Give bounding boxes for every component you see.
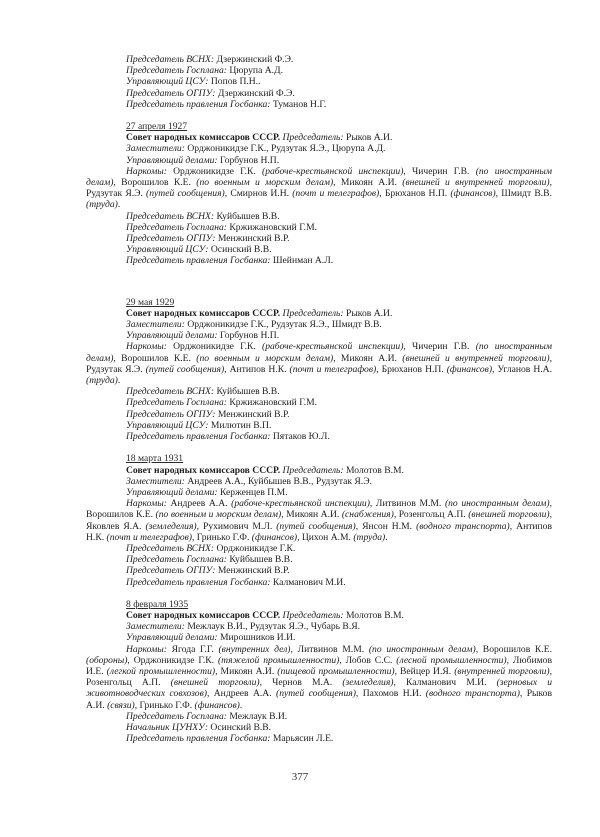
commissariat-text: (рабоче-крестьянской инспекции) <box>262 165 404 177</box>
text-span: Горбунов Н.П. <box>217 154 280 166</box>
person-name: Цюрупа А.Д. <box>226 65 283 77</box>
commissariat-text: (земледелия) <box>342 677 394 689</box>
section-1935 <box>86 599 552 745</box>
council-line <box>86 465 552 476</box>
person-name: , Антипов Н.К. <box>86 520 552 543</box>
person-name: Кржижановский Г.М. <box>226 397 317 409</box>
person-name: Андреев А.А. <box>166 498 232 510</box>
person-name: Куйбышев В.В. <box>214 210 280 222</box>
commissariat-text: (труда) <box>86 199 118 211</box>
official-line <box>86 733 552 744</box>
person-name: , Рудзутак Я.Э. <box>86 177 553 200</box>
commissariat-text: (по военным и морским делам) <box>196 352 334 364</box>
official-title: Председатель ОГПУ: <box>126 87 216 99</box>
person-name: Милютин В.П. <box>208 419 272 431</box>
commissariat-text: (внешней и внутренней торговли) <box>402 352 550 364</box>
person-name: Туманов Н.Г. <box>270 98 327 110</box>
text-span: . <box>385 531 388 543</box>
commissariat-text: (внутренней торговли) <box>454 665 550 677</box>
person-name: Попов П.Н.. <box>208 76 261 88</box>
commissariat-text: (внешней торговли) <box>468 509 550 521</box>
commissariat-text: (по военным и морским делам) <box>155 509 282 521</box>
person-name: , Яковлев Я.А. <box>86 509 552 532</box>
text-span: . <box>117 199 121 211</box>
person-name: , Вейцер И.Я. <box>394 665 455 677</box>
person-name: , Рыков А.И. <box>86 688 552 711</box>
official-line <box>86 386 552 397</box>
person-name: , Микоян А.И. <box>215 665 278 677</box>
section-1931 <box>86 453 552 587</box>
text-span: Совет народных комиссаров СССР. <box>126 132 281 144</box>
person-name: Орджоникидзе Г.К. <box>214 542 296 554</box>
commissariat-text: (внешней торговли) <box>170 677 260 689</box>
commissariat-text: (труда) <box>86 375 118 387</box>
council-line <box>86 132 552 143</box>
person-name: , Микоян А.И. <box>333 177 403 189</box>
official-line <box>86 431 552 442</box>
commissariat-text: (внешней и внутренней торговли) <box>402 177 550 189</box>
person-name: Шейнман А.Л. <box>270 255 334 267</box>
council-line <box>86 610 552 621</box>
manager-line <box>86 330 552 341</box>
text-span: Орджоникидзе Г.К., Рудзутак Я.Э., Шмидт В.В. <box>184 319 382 331</box>
official-title: Председатель ВСНХ: <box>126 54 215 65</box>
spacer <box>86 110 552 121</box>
spacer <box>86 442 552 453</box>
official-title: Председатель правления Госбанка: <box>126 576 271 588</box>
commissariat-text: (труда) <box>353 531 386 543</box>
official-line <box>86 722 552 733</box>
official-line <box>86 711 552 722</box>
page-number: 377 <box>291 771 309 783</box>
manager-line <box>86 155 552 166</box>
official-title: Председатель Госплана: <box>126 710 227 722</box>
commissariat-text: (по иностранным делам) <box>86 341 552 364</box>
official-line <box>86 554 552 565</box>
commissariat-text: (финансов) <box>446 363 493 375</box>
official-line <box>86 543 552 554</box>
person-name: , Розенгольц А.П. <box>393 509 469 521</box>
commissariat-text: (почт и телеграфов) <box>106 531 192 543</box>
person-name: , Янсон Н.М. <box>355 520 417 532</box>
text-span: Управляющий делами: <box>126 330 218 342</box>
section-date: 8 февраля 1935 <box>126 598 189 610</box>
official-line <box>86 99 552 110</box>
official-line <box>86 577 552 588</box>
person-name: Куйбышев В.В. <box>214 386 280 398</box>
official-title: Председатель правления Госбанка: <box>126 733 271 745</box>
manager-line <box>86 487 552 498</box>
person-name: , Ворошилов К.Е. <box>113 177 197 189</box>
person-name: , Гринько Г.Ф. <box>134 699 195 711</box>
person-name: , Лобов С.С. <box>339 654 397 666</box>
official-title: Председатель правления Госбанка: <box>126 98 271 110</box>
person-name: , Любимов И.Е. <box>86 654 552 677</box>
official-line <box>86 211 552 222</box>
person-name: Дзержинский Ф.Э. <box>215 87 295 99</box>
officials-block-1926 <box>86 54 552 110</box>
commissariat-text: (путей сообщения) <box>276 520 356 532</box>
person-name: , Ворошилов К.Е. <box>86 498 553 521</box>
text-span: Межлаук В.И., Рудзутак Я.Э., Чубарь В.Я. <box>184 621 361 633</box>
section-date: 29 мая 1929 <box>126 296 175 308</box>
text-span: Управляющий делами: <box>126 632 218 644</box>
official-title: Управляющий ЦСУ: <box>126 76 209 88</box>
commissariat-text: (тяжелой промышленности) <box>217 654 340 666</box>
commissars-paragraph <box>86 166 552 211</box>
text-span: Рыков А.И. <box>343 132 393 144</box>
person-name: , Рухимович М.Л. <box>196 520 277 532</box>
commissars-paragraph <box>86 644 552 711</box>
official-title: Председатель ОГПУ: <box>126 233 216 245</box>
commissariat-text: (почт и телеграфов) <box>292 188 380 200</box>
official-title: Председатель Госплана: <box>126 554 227 566</box>
official-line <box>86 255 552 266</box>
person-name: Куйбышев В.В. <box>226 554 293 566</box>
person-name: Менжинский В.Р. <box>215 408 290 420</box>
person-name: , Орджоникидзе Г.К. <box>127 654 218 666</box>
person-name: , Розенгольц А.П. <box>86 665 553 689</box>
commissariat-text: (водного транспорта) <box>416 520 510 532</box>
text-span: Горбунов Н.П. <box>217 330 280 342</box>
text-span: Председатель: <box>280 307 344 319</box>
commissariat-text: (путей сообщения) <box>276 688 356 700</box>
commissariat-text: (снабжения) <box>341 509 394 521</box>
person-name: , Чичерин Г.В. <box>403 165 476 177</box>
person-name: Марьясин Л.Е. <box>270 733 334 745</box>
text-span: Председатель: <box>280 464 344 476</box>
commissariat-text: (лесной промышленности) <box>396 654 507 666</box>
commissariat-text: (по иностранным делам) <box>444 498 550 510</box>
text-span: Заместители: <box>126 621 185 633</box>
deputies-line <box>86 476 552 487</box>
official-line <box>86 65 552 76</box>
text-span: Заместители: <box>126 475 185 487</box>
text-span: Рыков А.И. <box>343 307 393 319</box>
official-line <box>86 397 552 408</box>
text-span: Молотов В.М. <box>343 609 404 621</box>
text-span: Заместители: <box>126 319 185 331</box>
official-title: Председатель Госплана: <box>126 221 227 233</box>
text-span: Управляющий делами: <box>126 486 218 498</box>
person-name: , Ворошилов К.Е. <box>475 643 552 655</box>
official-title: Начальник ЦУНХУ: <box>126 721 209 733</box>
text-span: Председатель: <box>280 609 344 621</box>
text-span: Наркомы: <box>126 341 167 353</box>
text-span: Наркомы: <box>126 643 167 655</box>
official-line <box>86 244 552 255</box>
text-span: Мирошников И.И. <box>217 632 296 644</box>
person-name: Орджоникидзе Г.К. <box>166 165 263 177</box>
person-name: , Брюханов Н.П. <box>376 363 447 375</box>
council-line <box>86 308 552 319</box>
person-name: , Микоян А.И. <box>281 509 342 521</box>
commissariat-text: (легкой промышленности) <box>106 665 216 677</box>
deputies-line <box>86 143 552 154</box>
person-name: Осинский В.В. <box>208 721 272 733</box>
person-name: Межлаук В.И. <box>226 710 288 722</box>
person-name: , Рудзутак Я.Э. <box>86 352 553 375</box>
official-line <box>86 420 552 431</box>
official-line <box>86 222 552 233</box>
deputies-line <box>86 621 552 632</box>
commissariat-text: (рабоче-крестьянской инспекции) <box>262 341 404 353</box>
text-span: Совет народных комиссаров СССР. <box>126 464 281 476</box>
official-title: Председатель ВСНХ: <box>126 210 215 222</box>
person-name: Менжинский В.Р. <box>215 233 290 245</box>
person-name: , Антипов Н.К. <box>224 363 290 375</box>
text-span: Управляющий делами: <box>126 154 218 166</box>
person-name: , Андреев А.А. <box>206 688 276 700</box>
official-title: Председатель правления Госбанка: <box>126 431 271 443</box>
spacer <box>86 267 552 297</box>
person-name: , Цихон А.М. <box>297 531 354 543</box>
official-title: Председатель правления Госбанка: <box>126 255 271 267</box>
commissariat-text: (рабоче-крестьянской инспекции) <box>231 498 370 510</box>
text-span: Совет народных комиссаров СССР. <box>126 609 281 621</box>
person-name: Кржижановский Г.М. <box>226 221 317 233</box>
text-span: Орджоникидзе Г.К., Рудзутак Я.Э., Цюрупа А.Д. <box>184 143 386 155</box>
text-span: Председатель: <box>280 132 344 144</box>
commissariat-text: (связи) <box>107 699 135 711</box>
official-title: Председатель ВСНХ: <box>126 542 215 554</box>
section-date: 27 апреля 1927 <box>126 121 188 133</box>
text-span: Наркомы: <box>126 498 167 510</box>
manager-line <box>86 632 552 643</box>
person-name: Менжинский В.Р. <box>215 565 290 577</box>
person-name: Пятаков Ю.Л. <box>270 431 330 443</box>
commissariat-text: (земледелия) <box>145 520 197 532</box>
text-span: . <box>239 699 243 711</box>
section-1929 <box>86 297 552 443</box>
commissars-paragraph <box>86 498 552 543</box>
person-name: , Чернов М.А. <box>259 677 343 689</box>
section-date: 18 марта 1931 <box>126 453 184 465</box>
commissariat-text: (путей сообщения) <box>146 188 225 200</box>
person-name: , Микоян А.И. <box>333 352 403 364</box>
commissariat-text: (финансов) <box>251 531 298 543</box>
person-name: Осинский В.В. <box>208 244 272 256</box>
person-name: , Литвинов М.М. <box>369 498 445 510</box>
person-name: , Шмидт В.В. <box>495 188 552 200</box>
official-title: Председатель ВСНХ: <box>126 386 215 398</box>
official-line <box>86 565 552 576</box>
official-title: Председатель Госплана: <box>126 397 227 409</box>
commissars-paragraph <box>86 341 552 386</box>
text-span: Совет народных комиссаров СССР. <box>126 307 281 319</box>
section-1927 <box>86 121 552 267</box>
official-title: Управляющий ЦСУ: <box>126 244 209 256</box>
person-name: Ягода Г.Г. <box>166 643 219 655</box>
official-title: Председатель Госплана: <box>126 65 227 77</box>
official-line <box>86 409 552 420</box>
person-name: , Брюханов Н.П. <box>379 188 451 200</box>
official-title: Председатель ОГПУ: <box>126 565 216 577</box>
person-name: , Калманович М.И. <box>393 677 497 689</box>
commissariat-text: (водного транспорта) <box>425 688 520 700</box>
commissariat-text: (обороны) <box>86 654 128 666</box>
commissariat-text: (почт и телеграфов) <box>289 363 377 375</box>
person-name: , Ворошилов К.Е. <box>113 352 197 364</box>
commissariat-text: (по иностранным делам) <box>86 165 552 189</box>
official-line <box>86 76 552 87</box>
text-span: Андреев А.А., Куйбышев В.В., Рудзутак Я.Э. <box>184 475 372 487</box>
official-line <box>86 54 552 65</box>
commissariat-text: (путей сообщения) <box>145 363 225 375</box>
document-page <box>86 54 552 744</box>
person-name: , Чичерин Г.В. <box>403 341 476 353</box>
deputies-line <box>86 319 552 330</box>
commissariat-text: (зерновых и животноводческих совхозов) <box>86 677 552 700</box>
person-name: , Литвинов М.М. <box>290 643 369 655</box>
person-name: Дзержинский Ф.Э. <box>214 54 294 65</box>
spacer <box>86 588 552 599</box>
person-name: , Пахомов Н.И. <box>355 688 426 700</box>
official-title: Председатель ОГПУ: <box>126 408 216 420</box>
person-name: Калманович М.И. <box>270 576 346 588</box>
commissariat-text: (финансов) <box>194 699 240 711</box>
official-line <box>86 88 552 99</box>
text-span: Керженцев П.М. <box>217 486 288 498</box>
person-name: , Угланов Н.А. <box>492 363 552 375</box>
person-name: , Смирнов И.Н. <box>224 188 293 200</box>
commissariat-text: (по военным и морским делам) <box>196 177 334 189</box>
person-name: Орджоникидзе Г.К. <box>166 341 263 353</box>
text-span: Наркомы: <box>126 165 167 177</box>
text-span: Заместители: <box>126 143 185 155</box>
commissariat-text: (пищевой промышленности) <box>277 665 395 677</box>
commissariat-text: (финансов) <box>450 188 496 200</box>
commissariat-text: (внутренних дел) <box>218 643 291 655</box>
text-span: Молотов В.М. <box>343 464 404 476</box>
official-title: Управляющий ЦСУ: <box>126 419 209 431</box>
text-span: . <box>117 375 121 387</box>
person-name: , Гринько Г.Ф. <box>191 531 252 543</box>
official-line <box>86 233 552 244</box>
commissariat-text: (по иностранным делам) <box>368 643 476 655</box>
